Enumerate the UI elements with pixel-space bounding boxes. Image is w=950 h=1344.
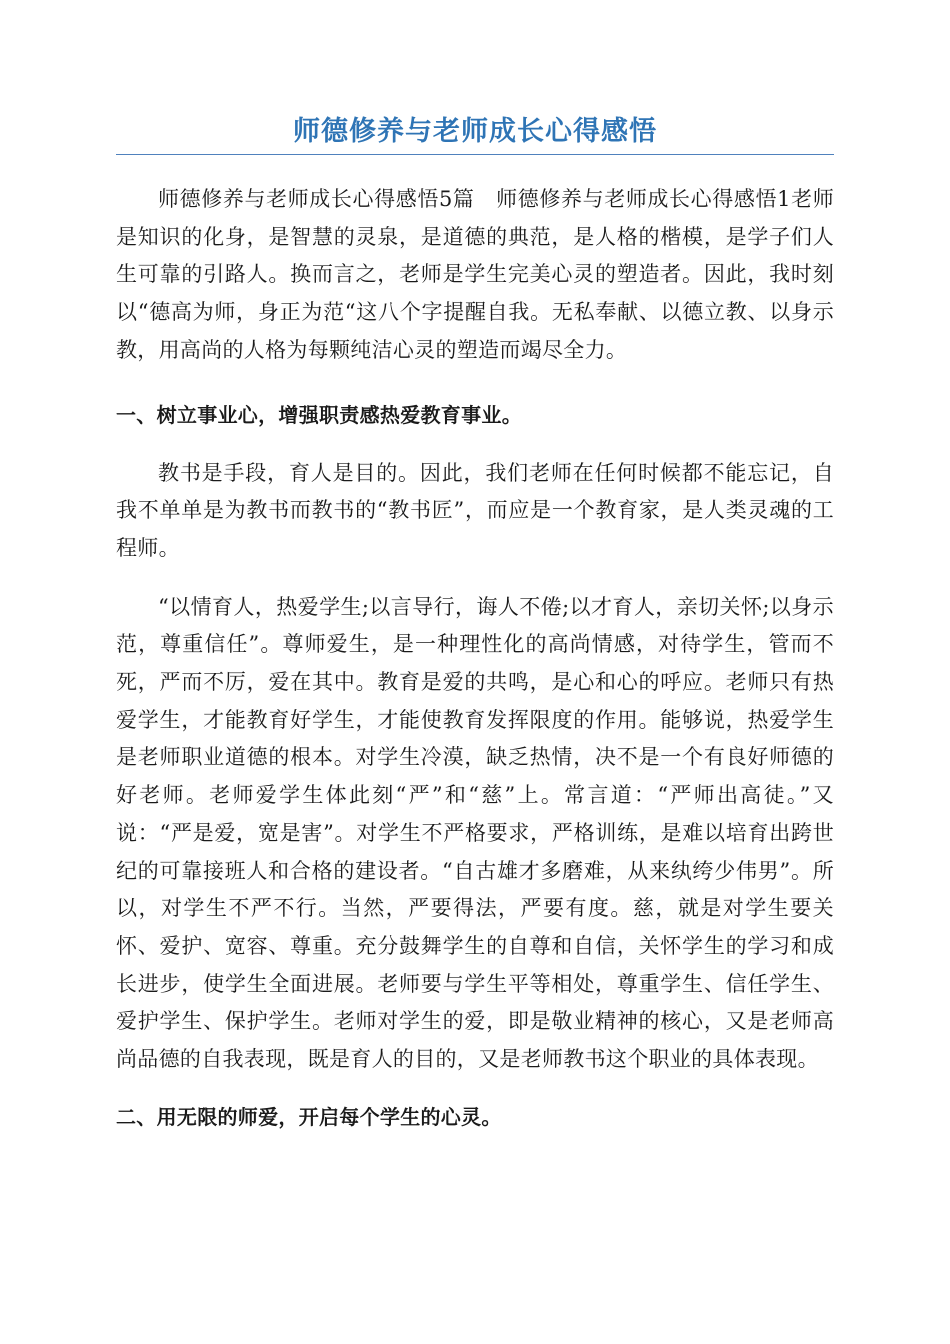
paragraph-love-students: “以情育人，热爱学生;以言导行，诲人不倦;以才育人，亲切关怀;以身示范，尊重信任”。尊师爱生，是一种理性化的高尚情感，对待学生，管而不死，严而不厉，爱在其中。教育是爱的共鸣，是心和心的呼应。老师只有热爱学生，才能教育好学生，才能使教育发挥限度的作用。能够说，热爱学生是老师职业道德的根本。对学生冷漠，缺乏热情，决不是一个有良好师德的好老师。老师爱学生体此刻“严”和“慈”上。常言道：“严师出高徒。”又说：“严是爱，宽是害”。对学生不严格要求，严格训练，是难以培育出跨世纪的可靠接班人和合格的建设者。“自古雄才多磨难，从来纨绔少伟男”。所以，对学生不严不行。当然，严要得法，严要有度。慈，就是对学生要关怀、爱护、宽容、尊重。充分鼓舞学生的自尊和自信，关怀学生的学习和成长进步，使学生全面进展。老师要与学生平等相处，尊重学生、信任学生、爱护学生、保护学生。老师对学生的爱，即是敬业精神的核心，又是老师高尚品德的自我表现，既是育人的目的，又是老师教书这个职业的具体表现。 bbox=[116, 594, 834, 1072]
paragraph-teaching-purpose: 教书是手段，育人是目的。因此，我们老师在任何时候都不能忘记，自我不单单是为教书而教书的“教书匠”，而应是一个教育家，是人类灵魂的工程师。 bbox=[116, 460, 834, 560]
intro-paragraph: 师德修养与老师成长心得感悟5篇 师德修养与老师成长心得感悟1老师是知识的化身，是智慧的灵泉，是道德的典范，是人格的楷模，是学子们人生可靠的引路人。换而言之，老师是学生完美心灵的塑造者。因此，我时刻以“德高为师，身正为范“这八个字提醒自我。无私奉献、以德立教、以身示教，用高尚的人格为每颗纯洁心灵的塑造而竭尽全力。 bbox=[116, 187, 834, 362]
section-heading-1: 一、树立事业心，增强职责感热爱教育事业。 bbox=[116, 402, 522, 427]
title-underline bbox=[116, 154, 834, 155]
section-heading-2: 二、用无限的师爱，开启每个学生的心灵。 bbox=[116, 1104, 502, 1129]
document-title: 师德修养与老师成长心得感悟 bbox=[293, 116, 657, 147]
document-page bbox=[116, 112, 834, 1135]
